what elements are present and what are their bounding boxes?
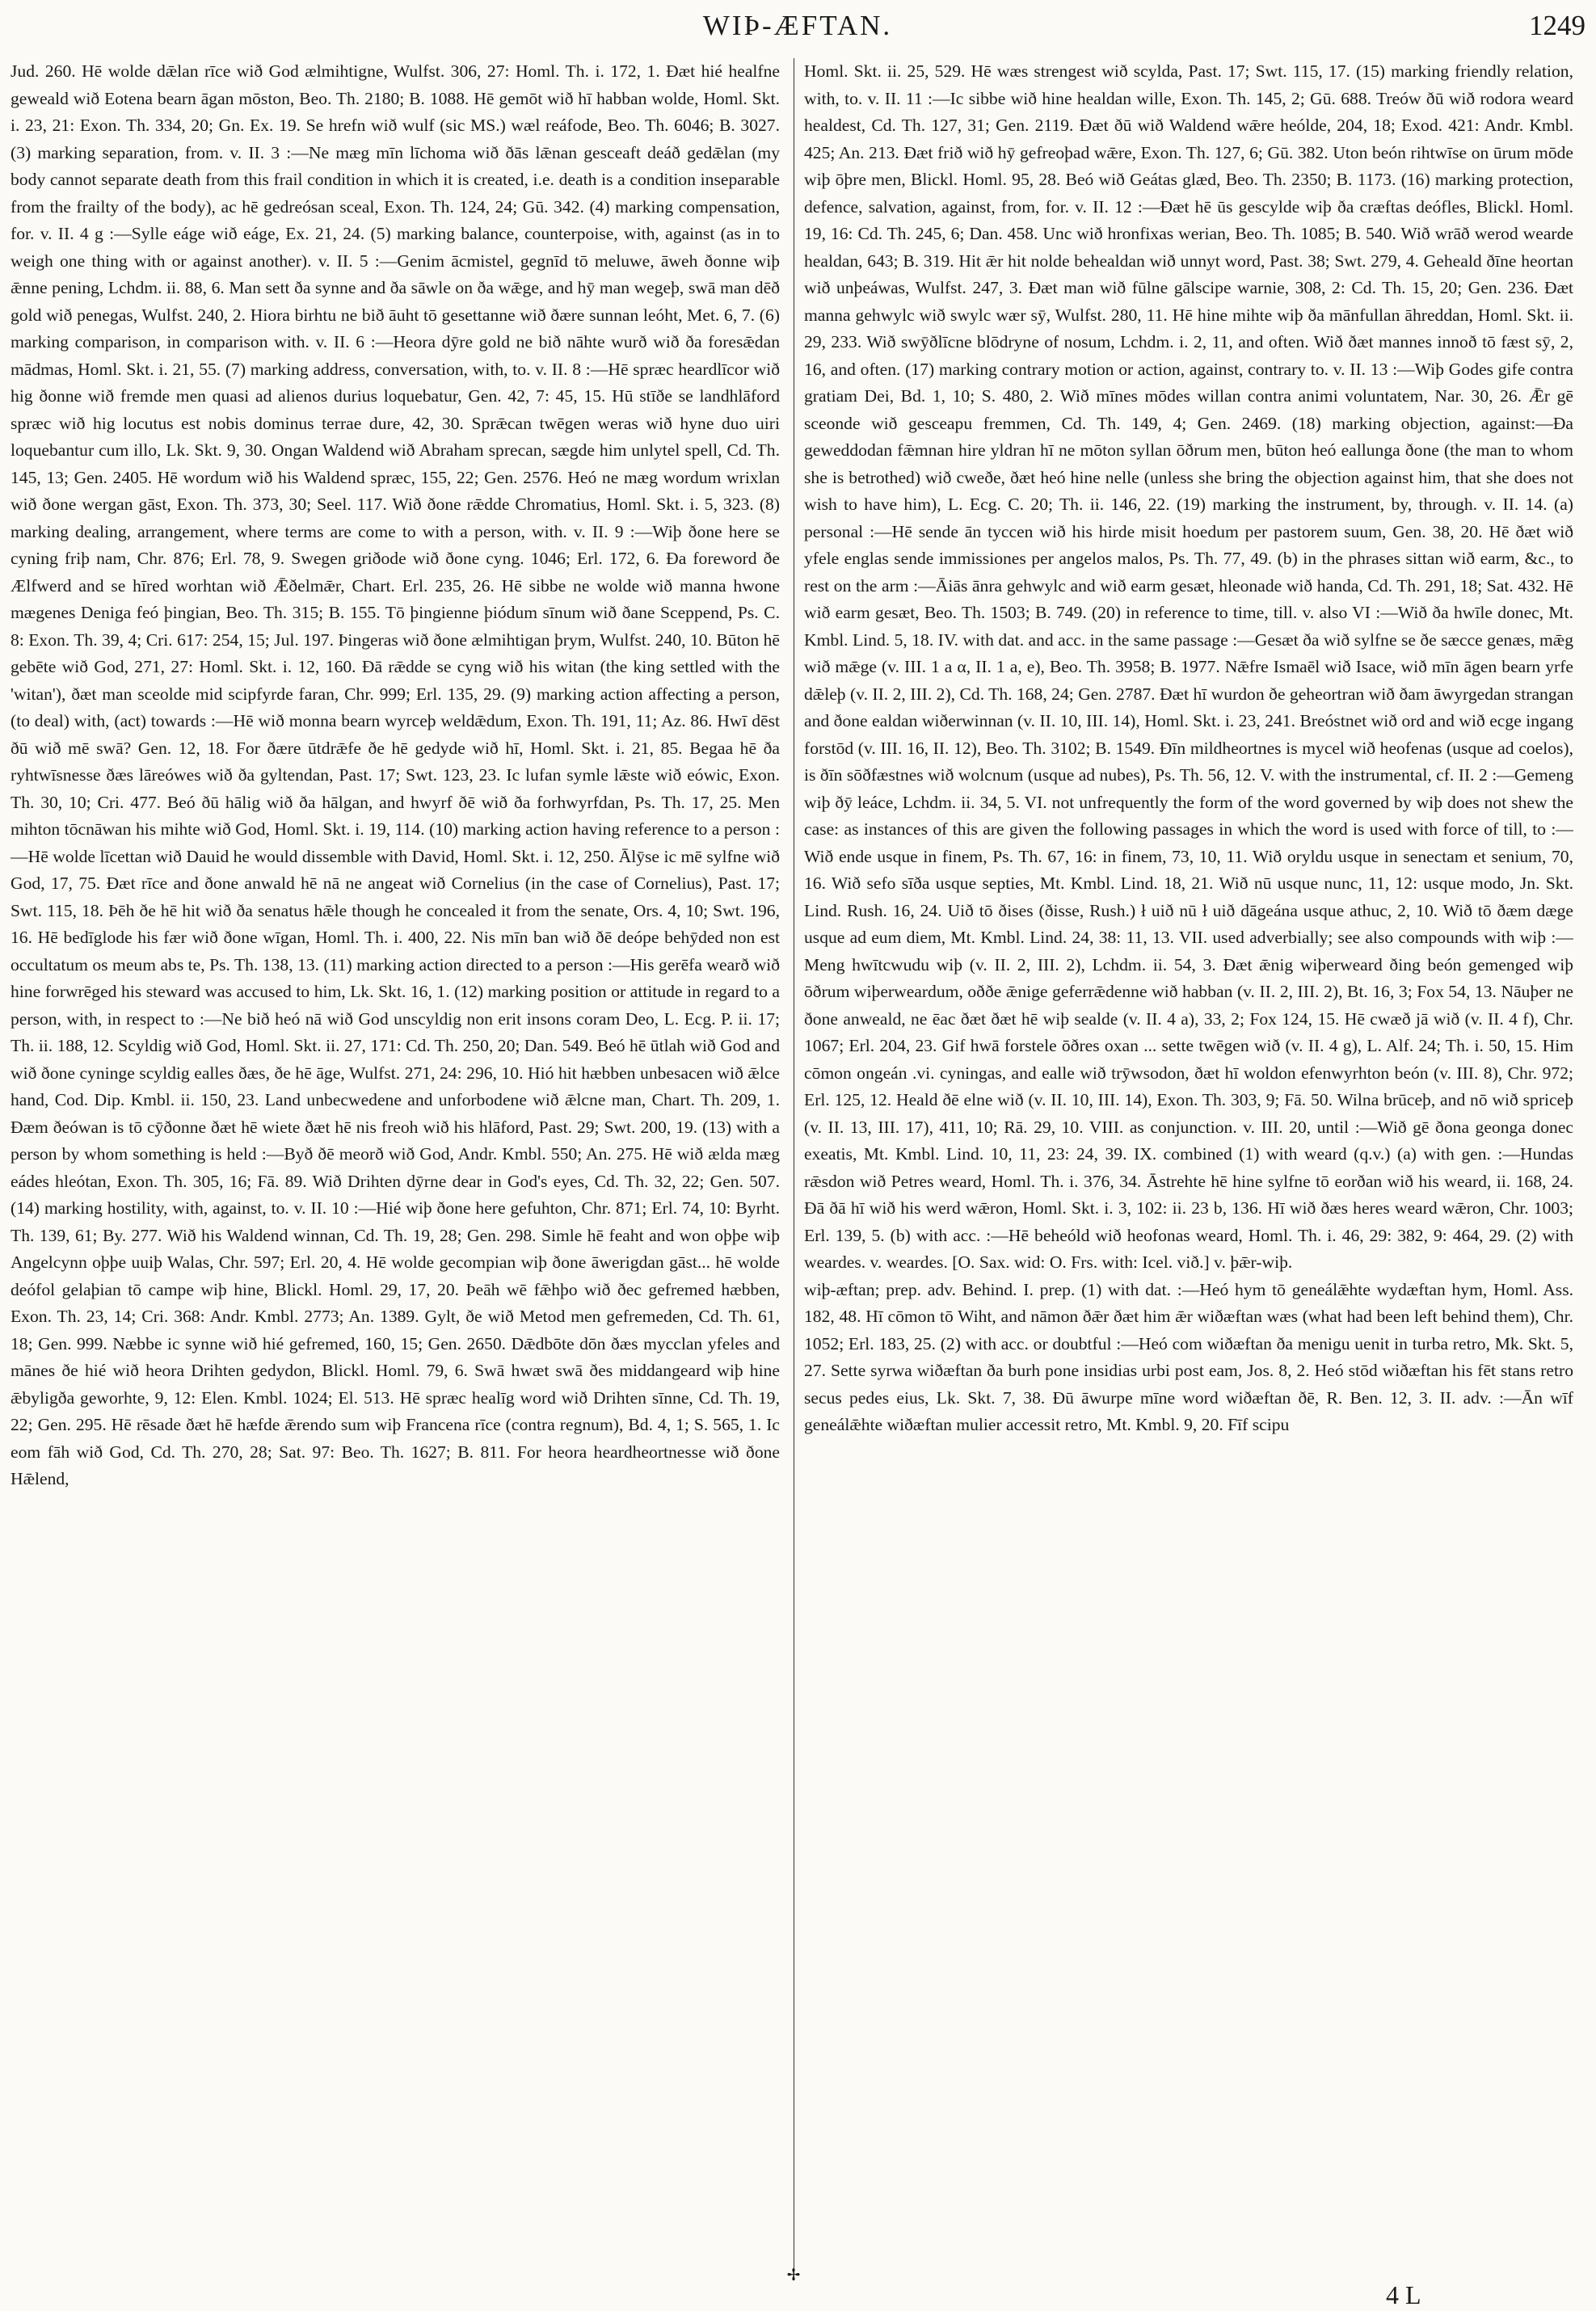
- left-column: [11, 58, 780, 2288]
- entry-text: Homl. Skt. ii. 25, 529. Hē wæs strengest wið scylda, Past. 17; Swt. 115, 17. (15) marking friendly relation, with, to. v. II. 11 :—Ic sibbe wið hine healdan wille, Exon. Th. 145, 2; Gū. 688. Treów ðū wið rodora weard healdest, Cd. Th. 127, 31; Gen. 2119. Ðæt ðū wið Waldend wǣre heólde, 204, 18; Exod. 421: Andr. Kmbl. 425; An. 213. Ðæt frið wið hȳ gefreoþad wǣre, Exon. Th. 127, 6; Gū. 382. Uton beón rihtwīse on ūrum mōde wiþ ōþre men, Blickl. Homl. 95, 28. Beó wið Geátas glæd, Beo. Th. 2350; B. 1173. (16) marking protection, defence, salvation, against, from, for. v. II. 12 :—Ðæt hē ūs gescylde wiþ ða cræftas deófles, Blickl. Homl. 19, 16: Cd. Th. 245, 6; Dan. 458. Unc wið hronfixas werian, Beo. Th. 1085; B. 540. Wið wrāð werod wearde healdan, 643; B. 319. Hit ǣr hit nolde behealdan wið unnyt word, Past. 38; Swt. 279, 4. Geheald ðīne heortan wið unþeáwas, Wulfst. 247, 3. Ðæt man wið fūlne gālscipe warnie, 308, 2: Cd. Th. 15, 20; Gen. 236. Ðæt manna gehwylc wið swylc wær sȳ, Wulfst. 280, 11. Hē hine mihte wiþ ða mānfullan āhreddan, Homl. Skt. ii. 29, 233. Wið swȳðlīcne blōdryne of nosum, Lchdm. i. 2, 11, and often. Wið ðæt mannes innoð tō fæst sȳ, 2, 16, and often. (17) marking contrary motion or action, against, contrary to. v. II. 13 :—Wiþ Godes gife contra gratiam Dei, Bd. 1, 10; S. 480, 2. Wið mīnes mōdes willan contra animi voluntatem, Nar. 30, 26. Ǣr gē sceonde wið gesceapu fremmen, Cd. Th. 149, 4; Gen. 2469. (18) marking objection, against:—Ða geweddodan fǣmnan hire yldran hī ne mōton syllan ōðrum men, būton heó eallunga ðone (the man to whom she is betrothed) wið cweðe, ðæt heó hine nelle (unless she bring the objection against him, that she does not wish to have him), L. Ecg. C. 20; Th. ii. 146, 22. (19) marking the instrument, by, through. v. II. 14. (a) personal :—Hē sende ān tyccen wið his hirde misit hoedum per pastorem suum, Gen. 38, 20. Hē ðæt wið yfele englas sende immissiones per angelos malos, Ps. Th. 77, 49. (b) in the phrases sittan wið earm, &c., to rest on the arm :—Āiās ānra gehwylc and wið earm gesæt, hleonade wið handa, Cd. Th. 291, 18; Sat. 432. Hē wið earm gesæt, Beo. Th. 1503; B. 749. (20) in reference to time, till. v. also VI :—Wið ða hwīle donec, Mt. Kmbl. Lind. 5, 18. IV. with dat. and acc. in the same passage :—Gesæt ða wið sylfne se ðe sæcce genæs, mǣg wið mǣge (v. III. 1 a α, II. 1 a, e), Beo. Th. 3958; B. 1977. Nǣfre Ismaēl wið Isace, wið mīn āgen bearn yrfe dǣleþ (v. II. 2, III. 2), Cd. Th. 168, 24; Gen. 2787. Ðæt hī wurdon ðe geheortran wið ðam āwyrgedan strangan and ðone ealdan wiðerwinnan (v. II. 10, III. 14), Homl. Skt. i. 23, 241. Breóstnet wið ord and wið ecge ingang forstōd (v. III. 16, II. 12), Beo. Th. 3102; B. 1549. Ðīn mildheortnes is mycel wið heofenas (usque ad coelos), is ðīn sōðfæstnes wið wolcnum (usque ad nubes), Ps. Th. 56, 12. V. with the instrumental, cf. II. 2 :—Gemeng wiþ ðȳ leáce, Lchdm. ii. 34, 5. VI. not unfrequently the form of the word governed by wiþ does not shew the case: as instances of this are given the following passages in which the word is used with force of till, to :—Wið ende usque in finem, Ps. Th. 67, 16: in finem, 73, 10, 11. Wið oryldu usque in senectam et senium, 70, 16. Wið sefo sīða usque septies, Mt. Kmbl. Lind. 18, 21. Wið nū usque nunc, 11, 12: usque modo, Jn. Skt. Lind. Rush. 16, 24. Uið tō ðises (ðisse, Rush.) ł uið nū ł uið dāgeána usque athuc, 2, 10. Wið tō ðæm dæge usque ad eum diem, Mt. Kmbl. Lind. 24, 38: 11, 13. VII. used adverbially; see also compounds with wiþ :—Meng hwītcwudu wiþ (v. II. 2, III. 2), Lchdm. ii. 54, 3. Ðæt ǣnig wiþerweard ðing beón gemenged wiþ ōðrum wiþerweardum, oððe ǣnige geferrǣdenne wið habban (v. II. 2, III. 2), Bt. 16, 3; Fox 54, 13. Nāuþer ne ðone anweald, ne ēac ðæt ðæt hē wiþ sealde (v. II. 4 a), 33, 2; Fox 124, 15. Hē cwæð jā wið (v. II. 4 f), Chr. 1067; Erl. 204, 23. Gif hwā forstele ōðres oxan ... sette twēgen wið (v. II. 4 g), L. Alf. 24; Th. i. 50, 15. Him cōmon ongeán .vi. cyningas, and ealle wið trȳwsodon, ðæt hī woldon efenwyrhton beón (v. III. 8), Chr. 972; Erl. 125, 12. Heald ðē elne wið (v. II. 10, III. 14), Exon. Th. 303, 9; Fā. 50. Wilna brūceþ, and nō wið spriceþ (v. II. 13, III. 17), 411, 10; Rā. 29, 10. VIII. as conjunction. v. III. 20, until :—Wið gē ðona geonga donec exeatis, Mt. Kmbl. Lind. 10, 11, 23: 24, 39. IX. combined (1) with weard (q.v.) (a) with gen. :—Hundas rǣsdon wið Petres weard, Homl. Th. i. 376, 34. Āstrehte hē hine sylfne tō eorðan wið his weard, ii. 168, 24. Ðā ðā hī wið his werd wǣron, Homl. Skt. i. 3, 102: ii. 23 b, 136. Hī wið ðæs heres weard wǣron, Chr. 1003; Erl. 139, 5. (b) with acc. :—Hē beheóld wið heofonas weard, Homl. Th. i. 46, 29: 382, 9: 464, 29. (2) with weardes. v. weardes. [O. Sax. wid: O. Frs. with: Icel. við.] v. þǣr-wiþ.: [804, 61, 1573, 1272]
- page-header: [10, 8, 1585, 45]
- running-head: WIÞ-ÆFTAN.: [702, 10, 893, 41]
- right-column: [804, 58, 1573, 2288]
- entry-text: Jud. 260. Hē wolde dǣlan rīce wið God ælmihtigne, Wulfst. 306, 27: Homl. Th. i. 172, 1. Ðæt hié healfne geweald wið Eotena bearn āgan mōston, Beo. Th. 2180; B. 1088. Hē gemōt wið hī habban wolde, Homl. Skt. i. 23, 21: Exon. Th. 334, 20; Gn. Ex. 19. Se hrefn wið wulf (sic MS.) wæl reáfode, Beo. Th. 6046; B. 3027. (3) marking separation, from. v. II. 3 :—Ne mæg mīn līchoma wið ðās lǣnan gesceaft deáð gedǣlan (my body cannot separate death from this frail condition in which it is created, i.e. death is a condition inseparable from the frailty of the body), ac hē gedreósan sceal, Exon. Th. 124, 24; Gū. 342. (4) marking compensation, for. v. II. 4 g :—Sylle eáge wið eáge, Ex. 21, 24. (5) marking balance, counterpoise, with, against (as in to weigh one thing with or against another). v. II. 5 :—Genim ācmistel, gegnīd tō meluwe, āweh ðonne wiþ ǣnne pening, Lchdm. ii. 88, 6. Man sett ða synne and ða sāwle on ða wǣge, and hȳ man wegeþ, swā man dēð gold wið penegas, Wulfst. 240, 2. Hiora birhtu ne bið āuht tō gesettanne wið ðære sunnan leóht, Met. 6, 7. (6) marking comparison, in comparison with. v. II. 6 :—Heora dȳre gold ne bið nāhte wurð wið ða foresǣdan mādmas, Homl. Skt. i. 21, 55. (7) marking address, conversation, with, to. v. II. 8 :—Hē spræc heardlīcor wið hig ðonne wið fremde men quasi ad alienos durius loquebatur, Gen. 42, 7: 45, 15. Hū stīðe se landhlāford spræc wið hig locutus est nobis dominus terrae dure, 42, 30. Sprǣcan twēgen weras wið hyne duo uiri loquebantur cum illo, Lk. Skt. 9, 30. Ongan Waldend wið Abraham sprecan, sægde him unlytel spell, Cd. Th. 145, 13; Gen. 2405. Hē wordum wið his Waldend spræc, 155, 22; Gen. 2576. Heó ne mæg wordum wrixlan wið ðone wergan gāst, Exon. Th. 373, 30; Seel. 117. Wið ðone rǣdde Chromatius, Homl. Skt. i. 5, 323. (8) marking dealing, arrangement, where terms are come to with a person, with. v. II. 9 :—Wiþ ðone here se cyning friþ nam, Chr. 876; Erl. 78, 9. Swegen griðode wið ðone cyng. 1046; Erl. 172, 6. Ða foreword ðe Ælfwerd and se hīred worhtan wið Ǣðelmǣr, Chart. Erl. 235, 26. Hē sibbe ne wolde wið manna hwone mægenes Deniga feó þingian, Beo. Th. 315; B. 155. Tō þingienne þiódum sīnum wið ðane Sceppend, Ps. C. 8: Exon. Th. 39, 4; Cri. 617: 254, 15; Jul. 197. Þingeras wið ðone ælmihtigan þrym, Wulfst. 240, 10. Būton hē gebēte wið God, 271, 27: Homl. Skt. i. 12, 160. Ðā rǣdde se cyng wið his witan (the king settled with the 'witan'), ðæt man sceolde mid scipfyrde faran, Chr. 999; Erl. 135, 29. (9) marking action affecting a person, (to deal) with, (act) towards :—Hē wið monna bearn wyrceþ weldǣdum, Exon. Th. 191, 11; Az. 86. Hwī dēst ðū wið mē swā? Gen. 12, 18. For ðære ūtdrǣfe ðe hē gedyde wið hī, Homl. Skt. i. 21, 85. Begaa hē ða ryhtwīsnesse ðæs lāreówes wið ða gyltendan, Past. 17; Swt. 123, 23. Ic lufan symle lǣste wið eówic, Exon. Th. 30, 10; Cri. 477. Beó ðū hālig wið ða hālgan, and hwyrf ðē wið ða forhwyrfdan, Ps. Th. 17, 25. Men mihton tōcnāwan his mihte wið God, Homl. Skt. i. 19, 114. (10) marking action having reference to a person :—Hē wolde līcettan wið Dauid he would dissemble with David, Homl. Skt. i. 12, 250. Ālȳse ic mē sylfne wið God, 17, 75. Ðæt rīce and ðone anwald hē nā ne angeat wið Cornelius (in the case of Cornelius), Past. 17; Swt. 115, 18. Þēh ðe hē hit wið ða senatus hǣle though he concealed it from the senate, Ors. 4, 10; Swt. 196, 16. Hē bedīglode his fær wið ðone wīgan, Homl. Th. i. 400, 22. Nis mīn ban wið ðē deópe behȳded non est occultatum os meum abs te, Ps. Th. 138, 13. (11) marking action directed to a person :—His gerēfa wearð wið hine forwrēged his steward was accused to him, Lk. Skt. 16, 1. (12) marking position or attitude in regard to a person, with, in respect to :—Ne bið heó nā wið God unscyldig non erit insons coram Deo, L. Ecg. P. ii. 17; Th. ii. 188, 12. Scyldig wið God, Homl. Skt. ii. 27, 171: Cd. Th. 250, 20; Dan. 549. Beó hē ūtlah wið God and wið ðone cyninge scyldig ealles ðæs, ðe hē āge, Wulfst. 271, 24: 296, 10. Hió hit hæbben unbesacen wið ǣlce hand, Cod. Dip. Kmbl. ii. 150, 23. Land unbecwedene and unforbodene wið ǣlcne man, Chart. Th. 209, 1. Ðæm ðeówan is tō cȳðonne ðæt hē wiete ðæt hē nis freoh wið his hlāford, Past. 29; Swt. 200, 19. (13) with a person by whom something is held :—Byð ðē meorð wið God, Andr. Kmbl. 550; An. 275. Hē wið ælda mæg eádes hleótan, Exon. Th. 305, 16; Fā. 89. Wið Drihten dȳrne dear in God's eyes, Cd. Th. 32, 22; Gen. 507. (14) marking hostility, with, against, to. v. II. 10 :—Hié wiþ ðone here gefuhton, Chr. 871; Erl. 74, 10: Byrht. Th. 139, 61; By. 277. Wið his Waldend winnan, Cd. Th. 19, 28; Gen. 298. Simle hē feaht and won oþþe wiþ Angelcynn oþþe uuiþ Walas, Chr. 597; Erl. 20, 4. Hē wolde gecompian wiþ ðone āwerigdan gāst... hē wolde deófol gelaþian tō campe wiþ hine, Blickl. Homl. 29, 17, 20. Þeāh wē fǣhþo wið ðec gefremed hæbben, Exon. Th. 23, 14; Cri. 368: Andr. Kmbl. 2773; An. 1389. Gylt, ðe wið Metod men gefremeden, Cd. Th. 61, 18; Gen. 999. Næbbe ic synne wið hié gefremed, 160, 15; Gen. 2650. Dǣdbōte dōn ðæs mycclan yfeles and mānes ðe hié wið heora Drihten gedydon, Blickl. Homl. 79, 6. Swā hwæt swā ðes middangeard wiþ hine ǣbyligða geworhte, 9, 12: Elen. Kmbl. 1024; El. 513. Hē spræc healīg word wið Drihten sīnne, Cd. Th. 19, 22; Gen. 295. Hē rēsade ðæt hē hæfde ǣrendo sum wiþ Francena rīce (contra regnum), Bd. 4, 1; S. 565, 1. Ic eom fāh wið God, Cd. Th. 270, 28; Sat. 97: Beo. Th. 1627; B. 811. For heora heardheortnesse wið ðone Hǣlend,: [11, 61, 780, 1488]
- cross-ornament-icon: ✢: [786, 2267, 801, 2284]
- page-number: 1249: [1529, 10, 1585, 41]
- signature-mark: 4 L: [1386, 2280, 1421, 2309]
- entry-wip-aeftan: wiþ-æftan; prep. adv. Behind. I. prep. (1) with dat. :—Heó hym tō geneálǣhte wydæftan hym, Homl. Ass. 182, 48. Hī cōmon tō Wiht, and nāmon ðǣr ðæt him ǣr wiðæftan wæs (what had been left behind them), Chr. 1052; Erl. 183, 25. (2) with acc. or doubtful :—Heó com wiðæftan ða menigu uenit in turba retro, Mk. Skt. 5, 27. Sette syrwa wiðæftan ða burh pone insidias urbi post eam, Jos. 8, 2. Heó stōd wiðæftan his fēt stans retro secus pedes eius, Lk. Skt. 7, 38. Ðū āwurpe mīne word wiðæftan ðē, R. Ben. 12, 3. II. adv. :—Ān wīf geneálǣhte wiðæftan mulier accessit retro, Mt. Kmbl. 9, 20. Fīf scipu: [804, 1279, 1573, 1434]
